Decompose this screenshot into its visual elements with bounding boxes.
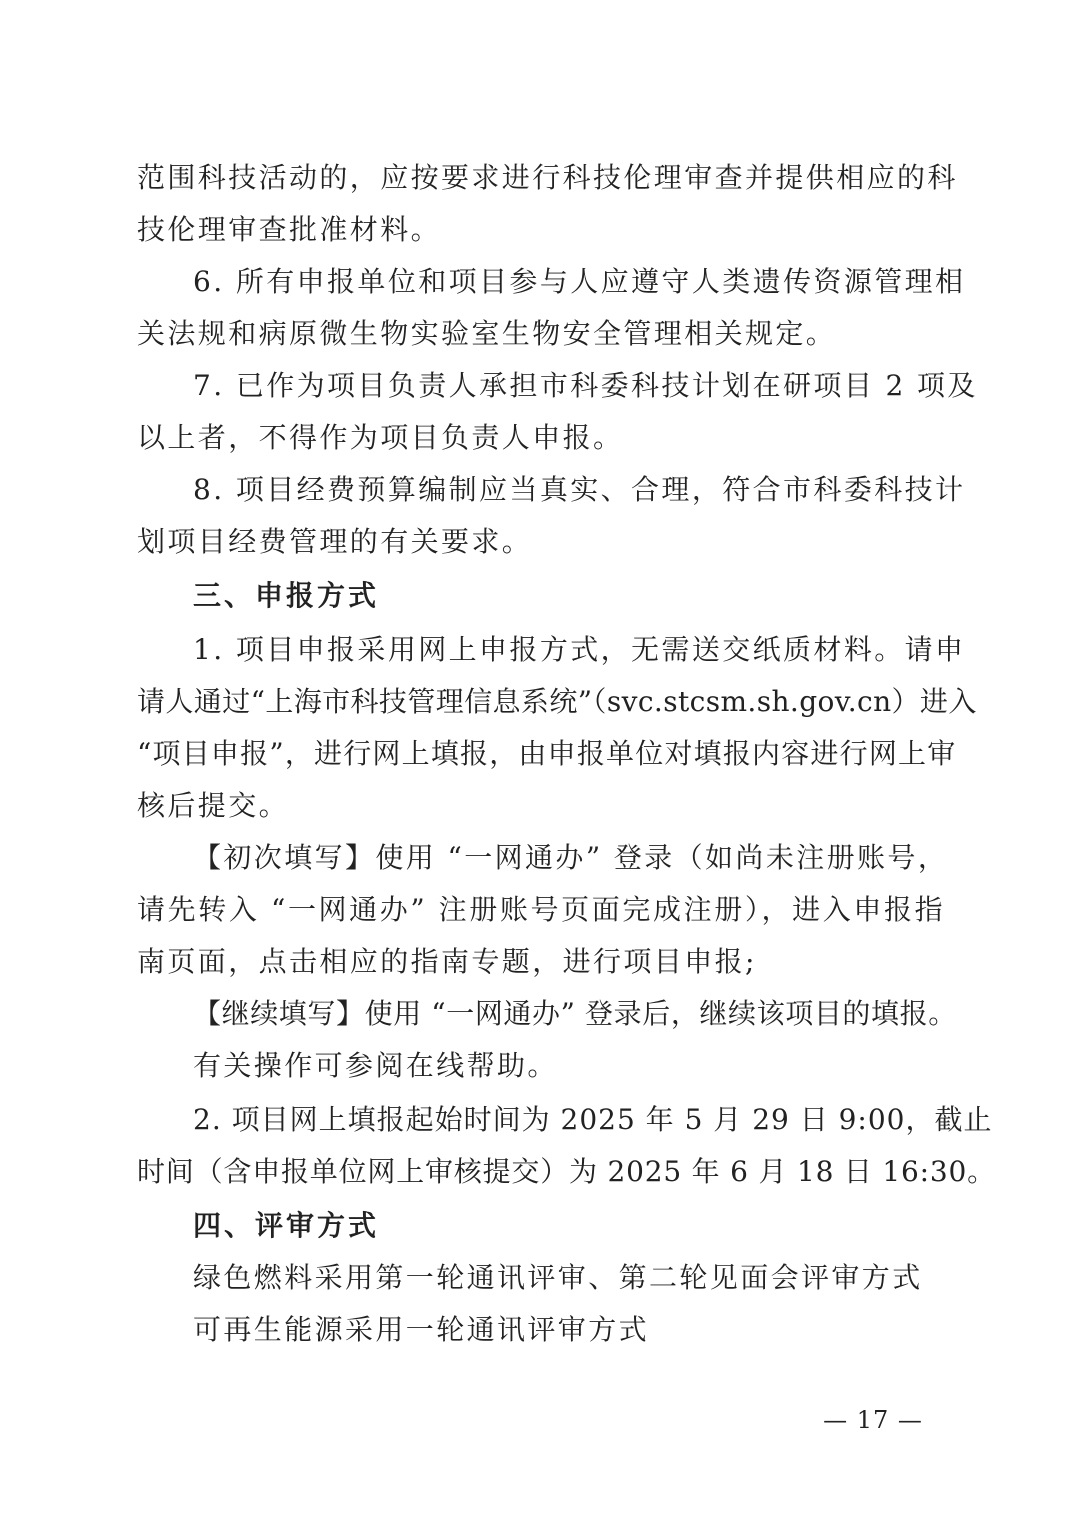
text-line: 请人通过“上海市科技管理信息系统”（svc.stcsm.sh.gov.cn）进入 <box>137 685 977 718</box>
text-line: 6. 所有申报单位和项目参与人应遵守人类遗传资源管理相 <box>193 265 966 298</box>
text-line: 8. 项目经费预算编制应当真实、合理，符合市科委科技计 <box>193 473 966 506</box>
text-line: 关法规和病原微生物实验室生物安全管理相关规定。 <box>137 317 837 350</box>
section-heading: 三、申报方式 <box>193 579 380 612</box>
text-line: 1. 项目申报采用网上申报方式，无需送交纸质材料。请申 <box>193 633 966 666</box>
text-line: 【初次填写】使用 “一网通办” 登录（如尚未注册账号， <box>193 841 949 874</box>
page-number: — 17 — <box>823 1406 923 1434</box>
text-line: 7. 已作为项目负责人承担市科委科技计划在研项目 2 项及 <box>193 369 978 402</box>
text-line: 核后提交。 <box>137 789 290 822</box>
text-line: 绿色燃料采用第一轮通讯评审、第二轮见面会评审方式 <box>193 1261 923 1294</box>
section-heading: 四、评审方式 <box>193 1209 380 1242</box>
text-line: “项目申报”，进行网上填报，由申报单位对填报内容进行网上审 <box>137 737 957 770</box>
text-line: 划项目经费管理的有关要求。 <box>137 525 533 558</box>
text-line: 技伦理审查批准材料。 <box>137 213 442 246</box>
text-line: 以上者，不得作为项目负责人申报。 <box>137 421 624 454</box>
text-line: 【继续填写】使用 “一网通办” 登录后，继续该项目的填报。 <box>193 997 957 1030</box>
text-line: 南页面，点击相应的指南专题，进行项目申报; <box>137 945 757 978</box>
text-line: 有关操作可参阅在线帮助。 <box>193 1049 558 1082</box>
text-line: 可再生能源采用一轮通讯评审方式 <box>193 1313 650 1346</box>
text-line: 范围科技活动的，应按要求进行科技伦理审查并提供相应的科 <box>137 161 958 194</box>
text-line: 请先转入 “一网通办” 注册账号页面完成注册），进入申报指 <box>137 893 945 926</box>
text-line: 时间（含申报单位网上审核提交）为 2025 年 6 月 18 日 16:30。 <box>137 1155 996 1188</box>
text-line: 2. 项目网上填报起始时间为 2025 年 5 月 29 日 9:00，截止 <box>193 1103 993 1136</box>
